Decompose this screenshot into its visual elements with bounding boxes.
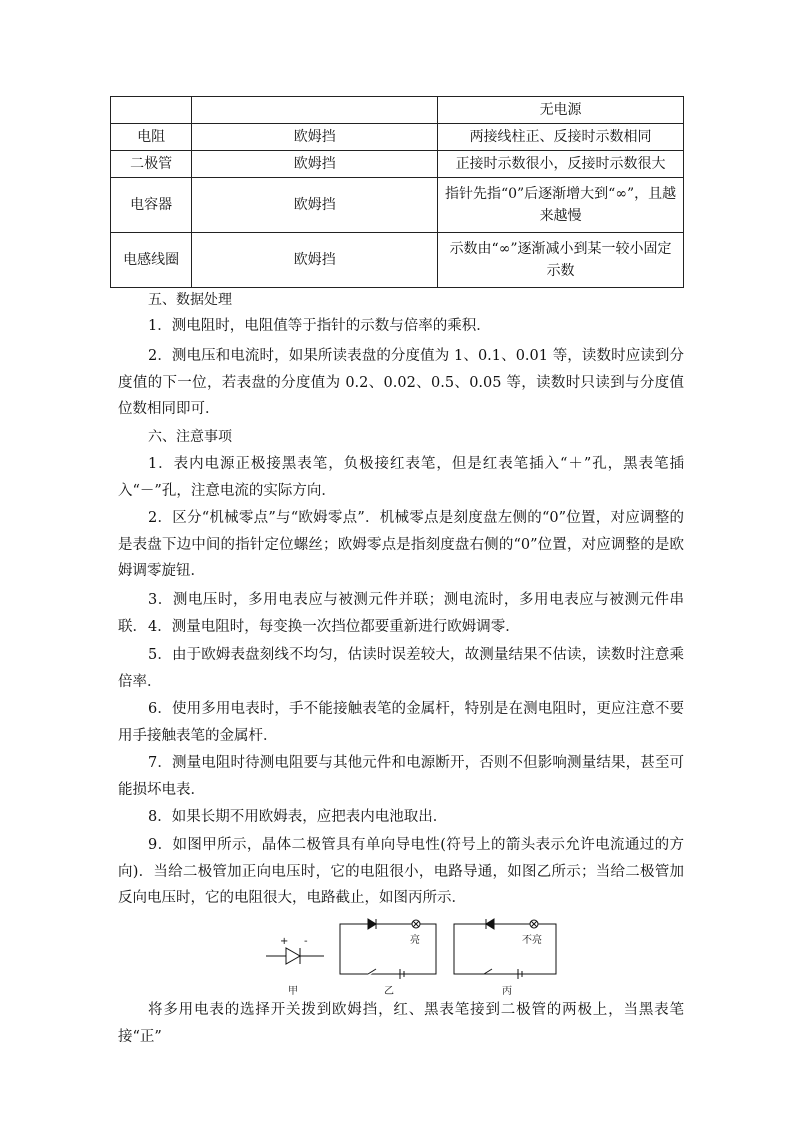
table-cell: 电感线圈 <box>111 233 192 288</box>
not-bright-label: 不亮 <box>522 935 542 946</box>
paragraph: 4．测量电阻时，每变换一次挡位都要重新进行欧姆调零． <box>148 619 520 635</box>
table-cell: 示数由“∞”逐渐减小到某一较小固定示数 <box>438 233 684 288</box>
table-cell: 电容器 <box>111 178 192 233</box>
paragraph: 1．表内电源正极接黑表笔，负极接红表笔，但是红表笔插入“＋”孔，黑表笔插入“－”孔，注意电流的实际方向． <box>118 456 684 499</box>
paragraph: 2．区分“机械零点”与“欧姆零点”．机械零点是刻度盘左侧的“0”位置，对应调整的是表盘下边中间的指针定位螺丝；欧姆零点是指刻度盘右侧的“0”位置，对应调整的是欧姆调零旋钮． <box>118 510 684 579</box>
paragraph: 2．测电压和电流时，如果所读表盘的分度值为 1、0.1、0.01 等，读数时应读到分度值的下一位，若表盘的分度值为 0.2、0.02、0.5、0.05 等，读数时只读到与分度值位数相同即可． <box>118 348 684 417</box>
table-cell: 无电源 <box>438 97 684 124</box>
table-cell: 指针先指“0”后逐渐增大到“∞”，且越来越慢 <box>438 178 684 233</box>
bright-label: 亮 <box>410 935 420 946</box>
figure-label-yi: 乙 <box>384 986 394 997</box>
paragraph: 将多用电表的选择开关拨到欧姆挡，红、黑表笔接到二极管的两极上，当黑表笔接“正” <box>118 1002 684 1045</box>
table-cell: 欧姆挡 <box>192 151 438 178</box>
table-cell: 电阻 <box>111 124 192 151</box>
diode-circuits-svg <box>262 914 562 996</box>
reverse-circuit-icon <box>454 919 556 979</box>
paragraph: 6．使用多用电表时，手不能接触表笔的金属杆，特别是在测电阻时，更应注意不要用手接触表笔的金属杆． <box>118 701 684 744</box>
diode-circuit-figure <box>262 914 562 996</box>
table-cell: 正接时示数很小，反接时示数很大 <box>438 151 684 178</box>
table-cell: 欧姆挡 <box>192 124 438 151</box>
table-row <box>111 97 684 124</box>
table-cell: 两接线柱正、反接时示数相同 <box>438 124 684 151</box>
paragraph: 8．如果长期不用欧姆表，应把表内电池取出． <box>148 809 448 825</box>
table-row <box>111 151 684 178</box>
paragraph: 9．如图甲所示，晶体二极管具有单向导电性(符号上的箭头表示允许电流通过的方向)．当给二极管加正向电压时，它的电阻很小，电路导通，如图乙所示；当给二极管加反向电压时，它的电阻很大，电路截止，如图丙所示． <box>118 837 684 906</box>
comparison-table <box>110 96 684 288</box>
section-title-data-processing: 五、数据处理 <box>148 292 232 308</box>
paragraph: 7．测量电阻时待测电阻要与其他元件和电源断开，否则不但影响测量结果，甚至可能损坏电表． <box>118 755 684 798</box>
paragraph: 1．测电阻时，电阻值等于指针的示数与倍率的乘积． <box>148 318 491 334</box>
figure-label-bing: 丙 <box>502 986 512 997</box>
plus-label: + <box>280 936 289 947</box>
minus-label: - <box>304 936 308 947</box>
paragraph: 3．测电压时，多用电表应与被测元件并联；测电流时，多用电表应与被测元件串联． <box>118 592 684 635</box>
section-title-precautions: 六、注意事项 <box>148 429 232 445</box>
paragraph: 5．由于欧姆表盘刻线不均匀，估读时误差较大，故测量结果不估读，读数时注意乘倍率． <box>118 647 684 690</box>
table-cell: 欧姆挡 <box>192 233 438 288</box>
figure-label-jia: 甲 <box>288 986 298 997</box>
table-cell <box>192 97 438 124</box>
table-cell: 欧姆挡 <box>192 178 438 233</box>
forward-circuit-icon <box>340 919 436 979</box>
diode-symbol-icon <box>266 948 324 964</box>
table-row <box>111 178 684 233</box>
table-row <box>111 124 684 151</box>
table-row <box>111 233 684 288</box>
table-cell <box>111 97 192 124</box>
table-cell: 二极管 <box>111 151 192 178</box>
